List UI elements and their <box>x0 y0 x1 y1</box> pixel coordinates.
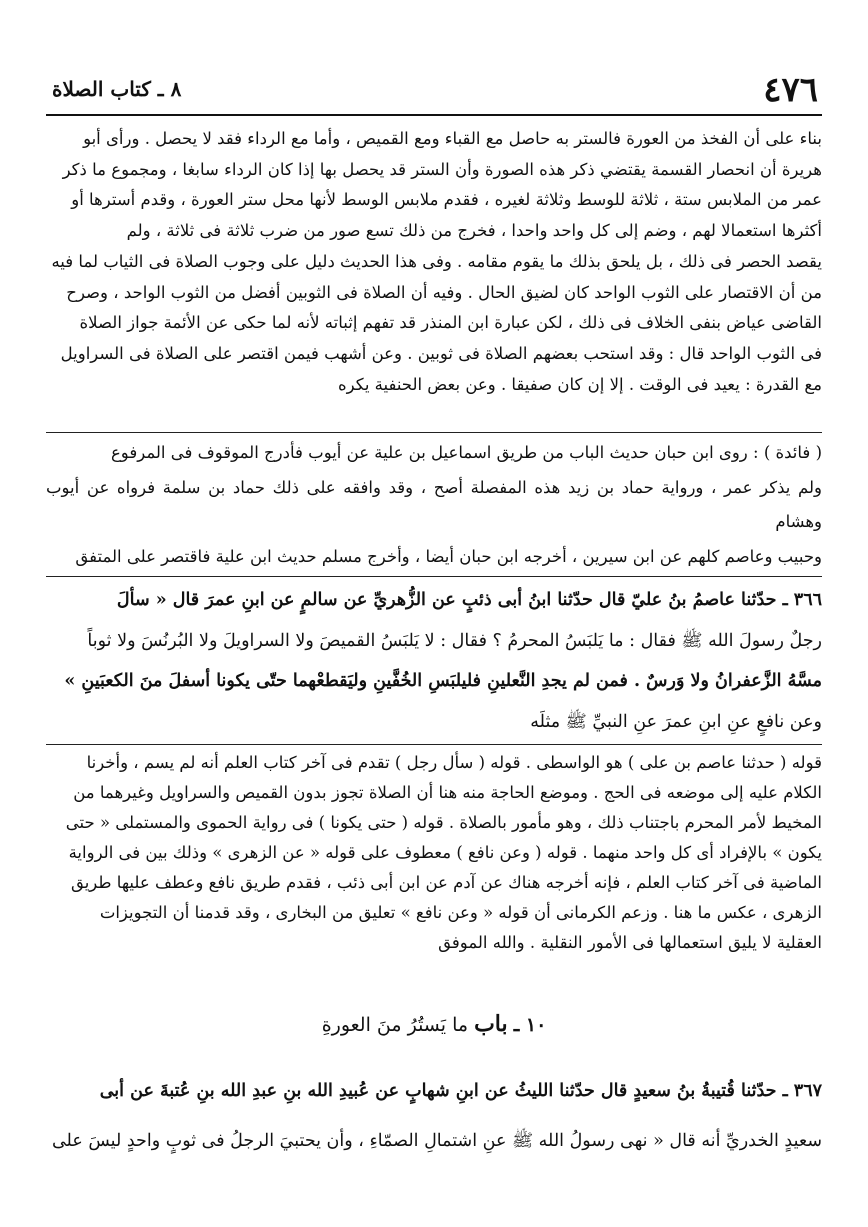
chapter-number: ١٠ ـ <box>513 1014 547 1036</box>
chapter-heading <box>46 1004 822 1044</box>
hadith-line: سعيدٍ الخدريِّ أنه قال « نهى رسولُ الله ﷺ عنِ اشتمالِ الصمّاءِ ، وأن يحتبيَ الرجلُ فى ثوبٍ واحدٍ ليسَ على <box>51 1131 822 1151</box>
commentary-line: القاضى عياض بنفى الخلاف فى ذلك ، لكن عبارة ابن المنذر قد تفهم إثباته لأنه لما حكى عن الأئمة جواز الصلاة <box>79 313 822 333</box>
commentary-block <box>46 124 822 432</box>
hadith-line: رجلٌ رسولَ الله ﷺ فقال : ما يَلبَسُ المحرمُ ؟ فقال : لا يَلبَسُ القميصَ ولا السراويلَ ولا البُرنُسَ ولا ثوباً <box>87 630 822 651</box>
book-title: ٨ ـ كتاب الصلاة <box>52 77 182 101</box>
commentary-line: الزهرى ، عكس ما هنا . وزعم الكرمانى أن قوله « وعن نافع » تعليق من البخارى ، وقد قدمنا أن التجويزات <box>99 903 822 922</box>
hadith-line: ٣٦٧ ـ حدّثنا قُتيبةُ بنُ سعيدٍ قال حدّثنا الليثُ عن ابنِ شهابٍ عن عُبيدِ الله بنِ عبدِ الله بنِ عُتبةَ عن أبى <box>99 1081 822 1101</box>
commentary-line: يكون » بالإفراد أى كل واحد منهما . قوله ( وعن نافع ) معطوف على قوله « عن الزهرى » وذلك بين فى الرواية <box>68 843 822 862</box>
commentary-line: العقلية لا يليق استعمالها فى الأمور النقلية . والله الموفق <box>438 933 822 952</box>
hadith-367 <box>46 1066 822 1166</box>
hadith-line: مسَّهُ الزَّعفرانُ ولا وَرسٌ . فمن لم يجدِ النَّعلينِ فليلبَسِ الخُفَّينِ وليَقطعْهما حتّى يكونا أسفلَ منَ الكعبَينِ » <box>64 671 822 691</box>
commentary-line: قوله ( حدثنا عاصم بن على ) هو الواسطى . قوله ( سأل رجل ) تقدم فى آخر كتاب العلم أنه لم يسم ، وأخرنا <box>86 753 822 772</box>
note-line: وحبيب وعاصم كلهم عن ابن سيرين ، أخرجه ابن حبان أيضا ، وأخرج مسلم حديث ابن علية فاقتصر على المتفق <box>75 546 822 566</box>
note-line: ( فائدة ) : روى ابن حبان حديث الباب من طريق اسماعيل بن علية عن أيوب فأدرج الموقوف فى المرفوع <box>110 443 822 462</box>
commentary-line: من أن الاقتصار على الثوب الواحد كان لضيق الحال . وفيه أن الصلاة فى الثوبين أفضل من الثوب الواحد ، وصرح <box>66 282 822 302</box>
page-number: ٤٧٦ <box>763 70 818 110</box>
commentary-block-2 <box>46 748 822 988</box>
commentary-line: فى الثوب الواحد قال : وقد استحب بعضهم الصلاة فى ثوبين . وعن أشهب فيمن اقتصر على الصلاة فى السراويل <box>60 343 822 363</box>
commentary-line: مع القدرة : يعيد فى الوقت . إلا إن كان صفيقا . وعن بعض الحنفية يكره <box>337 374 822 394</box>
commentary-line: أكثرها استعمالا لهم ، وضم إلى كل واحد واحدا ، فخرج من ذلك تسع صور من ضرب ثلاثة فى ثلاثة ، ولم <box>126 221 822 241</box>
section-divider <box>46 744 822 745</box>
note-line: ولم يذكر عمر ، ورواية حماد بن زيد هذه المفصلة أصح ، وقد وافقه على ذلك حماد بن سلمة فرواه عن أيوب وهشام <box>46 477 822 531</box>
section-divider <box>46 432 822 433</box>
commentary-line: بناء على أن الفخذ من العورة فالستر به حاصل مع القباء ومع القميص ، وأما مع الرداء فقد لا يحصل . ورأى أبو <box>83 129 822 148</box>
commentary-line: المخيط لأمر المحرم باجتناب ذلك ، وهو مأمور بالصلاة . قوله ( حتى يكونا ) فى رواية الحموى والمستملى « حتى <box>65 813 822 832</box>
section-divider <box>46 576 822 577</box>
commentary-line: عمر من الملابس ستة ، ثلاثة للوسط وثلاثة لغيره ، فقدم ملابس الوسط لأنها محل ستر العورة ، وقدم أسترها أو <box>71 190 822 210</box>
note-block <box>46 436 822 574</box>
hadith-line: ٣٦٦ ـ حدّثنا عاصمُ بنُ عليّ قال حدّثنا ابنُ أبى ذئبٍ عن الزُّهريِّ عن سالمٍ عن ابنِ عمرَ قال « سألَ <box>116 590 822 610</box>
commentary-line: يقصد الحصر فى ذلك ، بل يلحق بذلك ما يقوم مقامه . وفى هذا الحديث دليل على وجوب الصلاة فى الثياب لما فيه <box>51 251 822 271</box>
hadith-line: وعن نافعٍ عنِ ابنِ عمرَ عنِ النبيِّ ﷺ مثلَه <box>530 711 822 732</box>
page-header <box>40 70 828 110</box>
chapter-word: باب <box>474 1011 508 1037</box>
commentary-line: هريرة أن انحصار القسمة يقتضي ذكر هذه الصورة وأن الستر قد يحصل بها إذا كان الرداء سابغا ، ومجموع ما ذكر <box>62 159 822 179</box>
chapter-title: ما يَستُرُ منَ العورةِ <box>321 1014 469 1036</box>
hadith-366 <box>46 580 822 742</box>
commentary-line: الكلام عليه إلى موضعه فى الحج . وموضع الحاجة منه هنا أن الصلاة تجوز بدون القميص والسراويل وغيرهما من <box>73 783 822 802</box>
commentary-line: الماضية فى آخر كتاب العلم ، فإنه أخرجه هناك عن آدم عن ابن أبى ذئب ، فقدم طريق نافع وعطف عليها طريق <box>70 873 822 892</box>
header-rule <box>46 114 822 116</box>
